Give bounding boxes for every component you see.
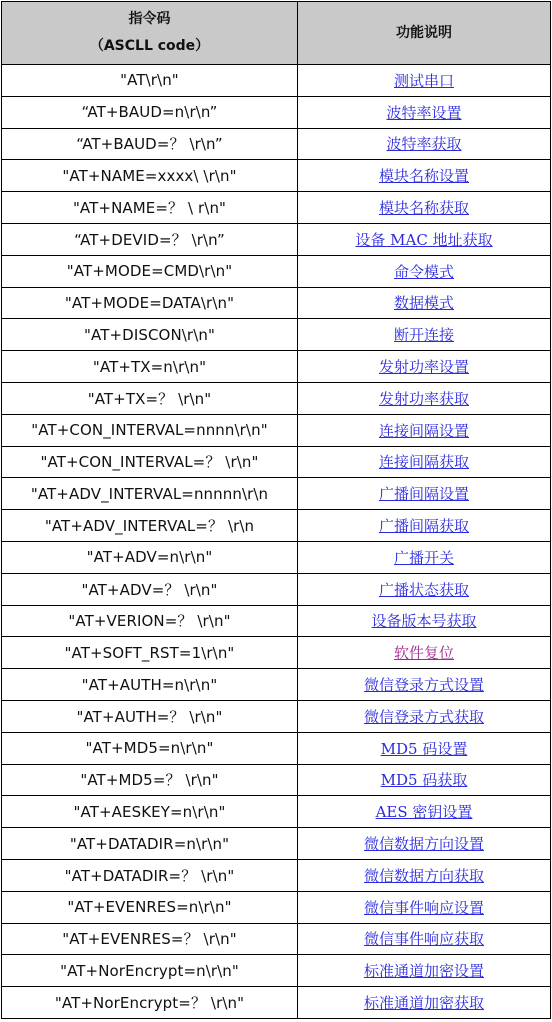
description-link[interactable]: 断开连接 xyxy=(393,326,454,345)
table-row xyxy=(2,128,551,160)
command-cell: "AT+ADV=？ \r\n" xyxy=(2,573,298,605)
description-link[interactable]: 广播开关 xyxy=(393,548,454,567)
description-link[interactable]: 微信数据方向获取 xyxy=(363,866,484,885)
description-link[interactable]: 微信数据方向设置 xyxy=(363,835,484,854)
at-command-table xyxy=(1,1,551,1019)
table-row xyxy=(2,96,551,128)
description-link[interactable]: 设备 MAC 地址获取 xyxy=(355,230,493,249)
description-cell xyxy=(298,732,551,764)
description-link[interactable]: 广播状态获取 xyxy=(378,580,469,599)
description-link[interactable]: 模块名称设置 xyxy=(378,167,469,186)
command-cell: “AT+DEVID=？ \r\n” xyxy=(2,223,298,255)
command-cell: "AT+ADV_INTERVAL=？ \r\n xyxy=(2,510,298,542)
command-cell: "AT+EVENRES=n\r\n" xyxy=(2,891,298,923)
description-cell xyxy=(298,255,551,287)
description-cell xyxy=(298,351,551,383)
description-link[interactable]: 测试串口 xyxy=(393,71,454,90)
command-cell: "AT+MD5=n\r\n" xyxy=(2,732,298,764)
description-cell xyxy=(298,96,551,128)
table-row xyxy=(2,446,551,478)
description-cell xyxy=(298,923,551,955)
table-row xyxy=(2,987,551,1019)
description-cell xyxy=(298,510,551,542)
table-row xyxy=(2,669,551,701)
description-cell xyxy=(298,605,551,637)
command-cell: "AT+CON_INTERVAL=？ \r\n" xyxy=(2,446,298,478)
command-cell: "AT+EVENRES=？ \r\n" xyxy=(2,923,298,955)
table-row xyxy=(2,573,551,605)
description-cell xyxy=(298,128,551,160)
description-link[interactable]: MD5 码获取 xyxy=(380,771,468,790)
description-link[interactable]: MD5 码设置 xyxy=(380,739,468,758)
command-cell: "AT+TX=？ \r\n" xyxy=(2,382,298,414)
description-link[interactable]: 设备版本号获取 xyxy=(371,612,477,631)
command-cell: "AT+MODE=DATA\r\n" xyxy=(2,287,298,319)
description-link[interactable]: 广播间隔设置 xyxy=(378,485,469,504)
description-cell xyxy=(298,65,551,97)
header-command-code-label: 指令码 xyxy=(128,11,171,27)
command-cell: "AT+MD5=？ \r\n" xyxy=(2,764,298,796)
description-link[interactable]: 发射功率获取 xyxy=(378,389,469,408)
command-cell: "AT+ADV=n\r\n" xyxy=(2,541,298,573)
description-link[interactable]: 命令模式 xyxy=(393,262,454,281)
description-link[interactable]: AES 密钥设置 xyxy=(375,803,473,822)
command-cell: "AT+AUTH=n\r\n" xyxy=(2,669,298,701)
description-cell xyxy=(298,764,551,796)
table-row xyxy=(2,510,551,542)
description-link[interactable]: 标准通道加密设置 xyxy=(363,962,484,981)
description-link[interactable]: 微信登录方式设置 xyxy=(363,676,484,695)
table-row xyxy=(2,478,551,510)
description-link[interactable]: 波特率获取 xyxy=(386,135,462,154)
description-cell xyxy=(298,828,551,860)
description-link[interactable]: 波特率设置 xyxy=(386,103,462,122)
header-command-code xyxy=(2,2,298,65)
description-link[interactable]: 广播间隔获取 xyxy=(378,517,469,536)
description-cell xyxy=(298,987,551,1019)
command-cell: “AT+BAUD=？ \r\n” xyxy=(2,128,298,160)
table-row xyxy=(2,764,551,796)
table-row xyxy=(2,923,551,955)
table-row xyxy=(2,65,551,97)
table-row xyxy=(2,541,551,573)
description-cell xyxy=(298,541,551,573)
description-cell xyxy=(298,955,551,987)
description-cell xyxy=(298,891,551,923)
description-cell xyxy=(298,796,551,828)
description-link[interactable]: 微信事件响应获取 xyxy=(363,930,484,949)
header-function-description: 功能说明 xyxy=(298,2,551,65)
table-row xyxy=(2,382,551,414)
description-cell xyxy=(298,446,551,478)
command-cell: "AT+CON_INTERVAL=nnnn\r\n" xyxy=(2,414,298,446)
description-cell xyxy=(298,414,551,446)
table-row xyxy=(2,700,551,732)
table-body xyxy=(2,65,551,1019)
table-row xyxy=(2,828,551,860)
command-cell: "AT+VERION=？ \r\n" xyxy=(2,605,298,637)
table-row xyxy=(2,160,551,192)
table-row xyxy=(2,637,551,669)
command-cell: "AT+DATADIR=？ \r\n" xyxy=(2,859,298,891)
command-cell: "AT+SOFT_RST=1\r\n" xyxy=(2,637,298,669)
command-cell: "AT+AUTH=？ \r\n" xyxy=(2,700,298,732)
description-cell xyxy=(298,669,551,701)
description-cell xyxy=(298,382,551,414)
command-cell: "AT+MODE=CMD\r\n" xyxy=(2,255,298,287)
table-row xyxy=(2,414,551,446)
description-link[interactable]: 数据模式 xyxy=(393,294,454,313)
command-cell: "AT\r\n" xyxy=(2,65,298,97)
description-cell xyxy=(298,160,551,192)
description-link[interactable]: 发射功率设置 xyxy=(378,358,469,377)
table-row xyxy=(2,955,551,987)
description-link[interactable]: 软件复位 xyxy=(393,644,454,663)
command-cell: "AT+AESKEY=n\r\n" xyxy=(2,796,298,828)
table-row xyxy=(2,732,551,764)
description-link[interactable]: 连接间隔设置 xyxy=(378,421,469,440)
header-ascii-code-label: （ASCLL code） xyxy=(89,38,210,54)
table-header-row xyxy=(2,2,551,65)
description-cell xyxy=(298,319,551,351)
command-cell: “AT+BAUD=n\r\n” xyxy=(2,96,298,128)
table-row xyxy=(2,255,551,287)
table-row xyxy=(2,859,551,891)
description-cell xyxy=(298,859,551,891)
table-row xyxy=(2,319,551,351)
table-row xyxy=(2,223,551,255)
table-row xyxy=(2,192,551,224)
description-cell xyxy=(298,478,551,510)
description-cell xyxy=(298,287,551,319)
description-cell xyxy=(298,223,551,255)
command-cell: "AT+NAME=xxxx\ \r\n" xyxy=(2,160,298,192)
table-row xyxy=(2,605,551,637)
description-cell xyxy=(298,192,551,224)
command-cell: "AT+NorEncrypt=n\r\n" xyxy=(2,955,298,987)
table-row xyxy=(2,891,551,923)
description-link[interactable]: 微信事件响应设置 xyxy=(363,898,484,917)
description-link[interactable]: 模块名称获取 xyxy=(378,199,469,218)
description-link[interactable]: 标准通道加密获取 xyxy=(363,994,484,1012)
description-link[interactable]: 连接间隔获取 xyxy=(378,453,469,472)
command-cell: "AT+NAME=？ \ r\n" xyxy=(2,192,298,224)
command-cell: "AT+DATADIR=n\r\n" xyxy=(2,828,298,860)
command-cell: "AT+DISCON\r\n" xyxy=(2,319,298,351)
description-cell xyxy=(298,573,551,605)
description-link[interactable]: 微信登录方式获取 xyxy=(363,707,484,726)
description-cell xyxy=(298,637,551,669)
description-cell xyxy=(298,700,551,732)
table-row xyxy=(2,351,551,383)
table-row xyxy=(2,287,551,319)
command-cell: "AT+ADV_INTERVAL=nnnnn\r\n xyxy=(2,478,298,510)
table-row xyxy=(2,796,551,828)
command-cell: "AT+TX=n\r\n" xyxy=(2,351,298,383)
command-cell: "AT+NorEncrypt=？ \r\n" xyxy=(2,987,298,1019)
